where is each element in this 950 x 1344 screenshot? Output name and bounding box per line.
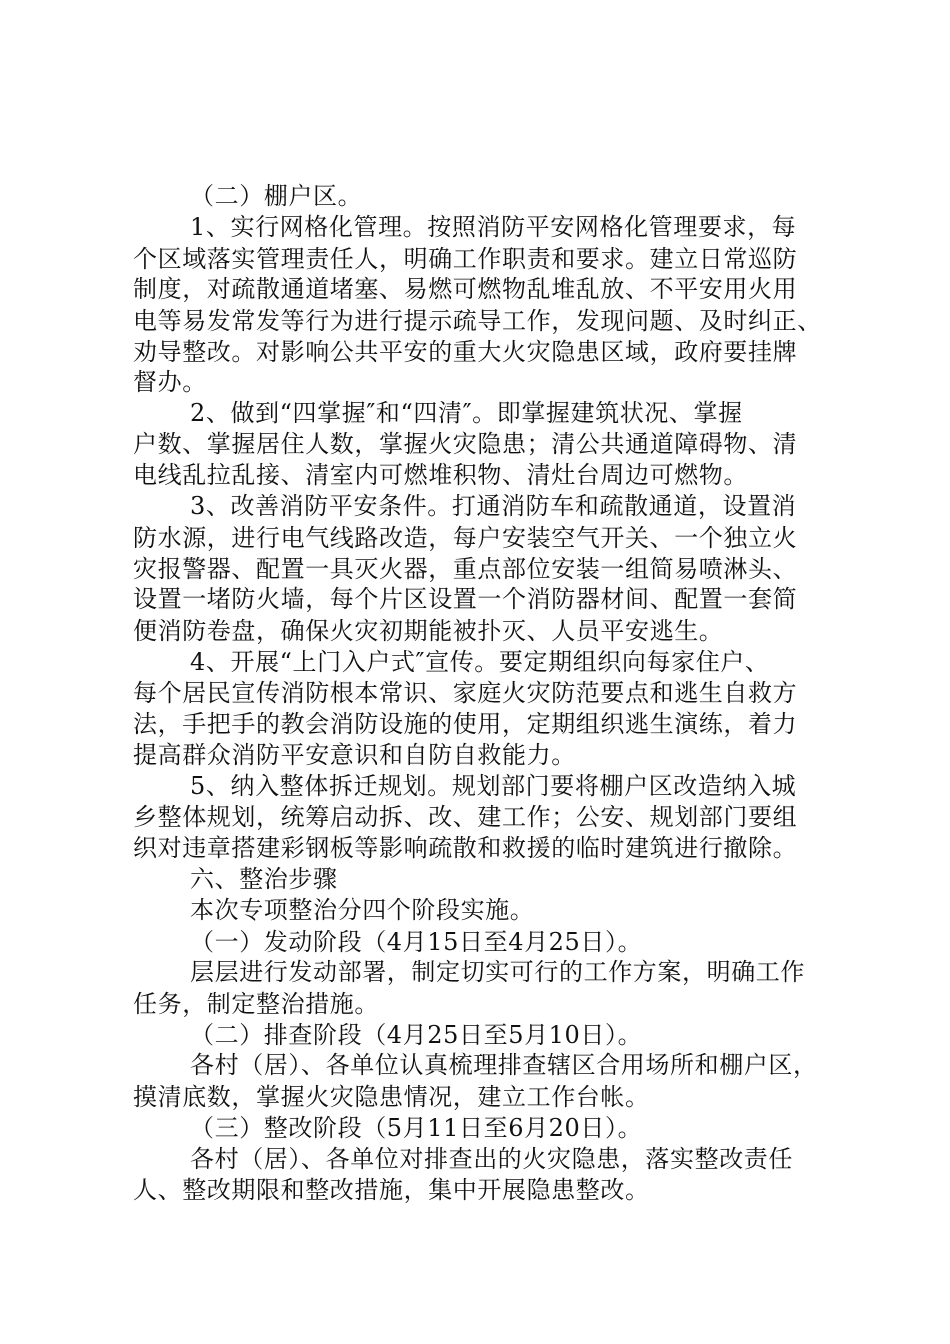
text-line: 电线乱拉乱接、清室内可燃堆积物、清灶台周边可燃物。 (133, 461, 748, 489)
text-line: 督办。 (133, 368, 207, 396)
text-line: 人、整改期限和整改措施，集中开展隐患整改。 (133, 1176, 650, 1204)
text-line: 便消防卷盘，确保火灾初期能被扑灭、人员平安逃生。 (133, 617, 724, 645)
text-line: 防水源，进行电气线路改造，每户安装空气开关、一个独立火 (133, 524, 798, 552)
text-line: 本次专项整治分四个阶段实施。 (190, 896, 535, 924)
text-line: 灾报警器、配置一具灭火器，重点部位安装一组简易喷淋头、 (133, 555, 798, 583)
text-line: 摸清底数，掌握火灾隐患情况，建立工作台帐。 (133, 1083, 650, 1111)
text-line: （二）棚户区。 (190, 182, 363, 210)
text-line: 2、做到“四掌握″和“四清″。即掌握建筑状况、掌握 (190, 399, 743, 427)
text-line: 提高群众消防平安意识和自防自救能力。 (133, 741, 576, 769)
text-line: 层层进行发动部署，制定切实可行的工作方案，明确工作 (190, 958, 805, 986)
text-line: 4、开展“上门入户式″宣传。要定期组织向每家住户、 (190, 648, 770, 676)
text-line: 5、纳入整体拆迁规划。规划部门要将棚户区改造纳入城 (190, 772, 797, 800)
text-line: 乡整体规划，统筹启动拆、改、建工作；公安、规划部门要组 (133, 803, 798, 831)
text-line: 劝导整改。对影响公共平安的重大火灾隐患区域，政府要挂牌 (133, 338, 798, 366)
text-line: 设置一堵防火墙，每个片区设置一个消防器材间、配置一套简 (133, 585, 798, 613)
text-line: 法，手把手的教会消防设施的使用，定期组织逃生演练，着力 (133, 710, 798, 738)
text-line: 制度，对疏散通道堵塞、易燃可燃物乱堆乱放、不平安用火用 (133, 275, 798, 303)
text-line: 任务，制定整治措施。 (133, 990, 379, 1018)
text-line: 户数、掌握居住人数，掌握火灾隐患；清公共通道障碍物、清 (133, 430, 798, 458)
text-line: 各村（居）、各单位对排查出的火灾隐患，落实整改责任 (190, 1145, 793, 1173)
text-line: 1、实行网格化管理。按照消防平安网格化管理要求，每 (190, 213, 797, 241)
text-line: （三）整改阶段（5月11日至6月20日）。 (190, 1114, 643, 1142)
text-line: 每个居民宣传消防根本常识、家庭火灾防范要点和逃生自救方 (133, 679, 798, 707)
text-line: （一）发动阶段（4月15日至4月25日）。 (190, 928, 643, 956)
text-line: 各村（居）、各单位认真梳理排查辖区合用场所和棚户区， (190, 1051, 818, 1079)
text-line: （二）排查阶段（4月25日至5月10日）。 (190, 1021, 643, 1049)
text-line: 3、改善消防平安条件。打通消防车和疏散通道，设置消 (190, 492, 797, 520)
text-line: 六、整治步骤 (190, 865, 338, 893)
text-line: 织对违章搭建彩钢板等影响疏散和救援的临时建筑进行撤除。 (133, 834, 798, 862)
text-line: 电等易发常发等行为进行提示疏导工作，发现问题、及时纠正、 (133, 307, 822, 335)
text-line: 个区域落实管理责任人，明确工作职责和要求。建立日常巡防 (133, 245, 798, 273)
